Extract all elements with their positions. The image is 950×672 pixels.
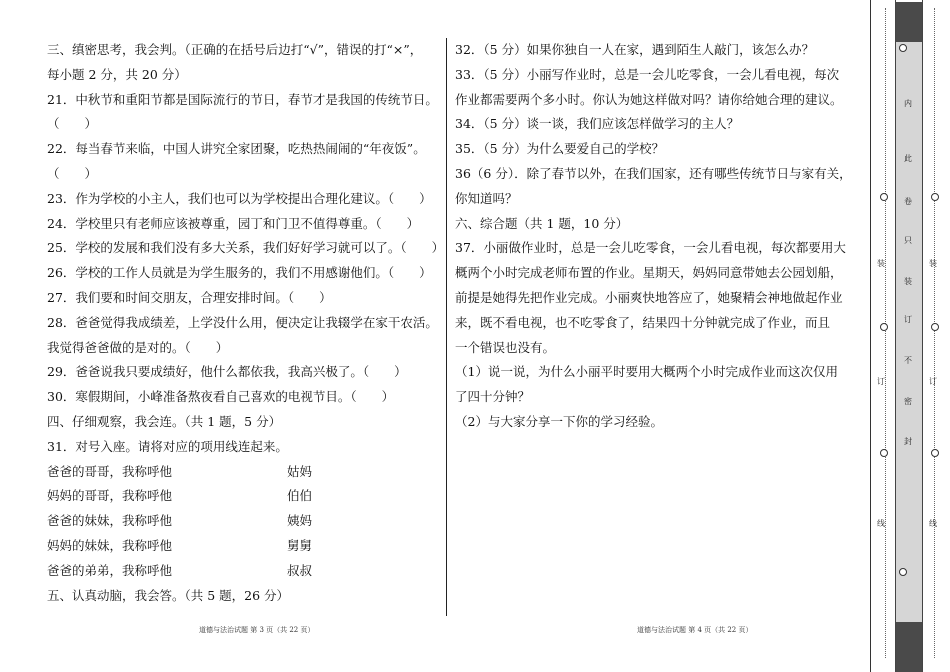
binding-band-bottom (895, 622, 922, 672)
matching-row (47, 534, 442, 559)
footer-page-3: 道德与法治试题 第 3 页（共 22 页） (199, 626, 315, 634)
question-37-line-4: 来，既不看电视，也不吃零食了，结果四十分钟就完成了作业，而且 (455, 314, 831, 330)
question-25: 25．学校的发展和我们没有多大关系，我们好好学习就可以了。（ ） (47, 240, 445, 256)
footer-page-4: 道德与法治试题 第 4 页（共 22 页） (637, 626, 753, 634)
question-37: 37．小丽做作业时，总是一会儿吃零食，一会儿看电视，每次都要用大 (455, 240, 846, 256)
question-33-cont: 作业都需要两个多小时。你认为她这样做对吗？请你给她合理的建议。 (455, 91, 843, 107)
binding-band-top (895, 2, 922, 42)
question-32: 32．（5 分）如果你独自一人在家，遇到陌生人敲门，该怎么办？ (455, 42, 815, 57)
binding-char: 装 (929, 259, 937, 268)
binding-hole (899, 44, 907, 52)
binding-char: 只 (904, 236, 912, 245)
binding-band-edge-right (922, 0, 923, 672)
question-35: 35．（5 分）为什么要爱自己的学校？ (455, 141, 665, 157)
question-26: 26．学校的工作人员就是为学生服务的，我们不用感谢他们。（ ） (47, 265, 432, 281)
binding-dotted-line-left (885, 8, 886, 658)
binding-hole (931, 449, 939, 457)
matching-row (47, 559, 442, 584)
section-5-title: 五、认真动脑，我会答。（共 5 题，26 分） (47, 587, 290, 603)
question-22-answer: （ ） (47, 165, 98, 181)
question-37-sub-2: （2）与大家分享一下你的学习经验。 (455, 413, 663, 429)
question-37-line-3: 前提是她得先把作业完成。小丽爽快地答应了，她聚精会神地做起作业 (455, 289, 843, 305)
binding-hole (899, 568, 907, 576)
matching-row (47, 460, 442, 485)
section-6-title: 六、综合题（共 1 题，10 分） (455, 215, 629, 231)
right-column (455, 38, 851, 435)
question-24: 24．学校里只有老师应该被尊重，园丁和门卫不值得尊重。（ ） (47, 215, 420, 231)
binding-dotted-line-right (934, 8, 935, 658)
section-3-scoring: 每小题 2 分，共 20 分） (47, 66, 187, 82)
binding-hole (880, 193, 888, 201)
matching-right: 姑妈 (287, 463, 313, 479)
matching-left: 爸爸的弟弟，我称呼他 (47, 562, 173, 578)
matching-left: 妈妈的妹妹，我称呼他 (47, 537, 173, 553)
binding-hole (880, 323, 888, 331)
column-divider (446, 38, 447, 616)
binding-char: 不 (904, 356, 912, 365)
binding-hole (880, 449, 888, 457)
matching-left: 妈妈的哥哥，我称呼他 (47, 488, 173, 504)
binding-char: 内 (904, 99, 912, 108)
question-36: 36（6 分）．除了春节以外，在我们国家，还有哪些传统节日与家有关， (455, 165, 852, 181)
question-37-line-2: 概两个小时完成老师布置的作业。星期天，妈妈同意带她去公园划船， (455, 265, 843, 281)
question-34: 34．（5 分）谈一谈，我们应该怎样做学习的主人？ (455, 116, 740, 132)
matching-row (47, 509, 442, 534)
matching-right: 伯伯 (287, 488, 313, 504)
matching-right: 叔叔 (287, 562, 313, 578)
question-33: 33．（5 分）小丽写作业时，总是一会儿吃零食，一会儿看电视，每次 (455, 66, 840, 82)
binding-char: 线 (929, 519, 937, 528)
question-28: 28．爸爸觉得我成绩差，上学没什么用，便决定让我辍学在家干农活。 (47, 314, 438, 330)
binding-char: 封 (904, 437, 912, 446)
question-37-sub-1-cont: 了四十分钟？ (455, 389, 531, 405)
binding-char: 卷 (904, 197, 912, 206)
binding-char: 订 (877, 377, 885, 386)
question-37-line-5: 一个错误也没有。 (455, 339, 556, 355)
binding-char: 订 (904, 315, 912, 324)
question-21-answer: （ ） (47, 116, 98, 132)
binding-char: 此 (904, 154, 912, 163)
binding-char: 装 (904, 277, 912, 286)
binding-hole (931, 323, 939, 331)
binding-band (895, 42, 922, 622)
binding-char: 装 (877, 259, 885, 268)
section-4-title: 四、仔细观察，我会连。（共 1 题，5 分） (47, 413, 282, 429)
question-21: 21．中秋节和重阳节都是国际流行的节日，春节才是我国的传统节日。 (47, 91, 438, 107)
matching-left: 爸爸的妹妹，我称呼他 (47, 513, 173, 529)
matching-row (47, 484, 442, 509)
question-28-cont: 我觉得爸爸做的是对的。（ ） (47, 339, 229, 355)
question-30: 30．寒假期间，小峰准备熬夜看自己喜欢的电视节目。（ ） (47, 389, 395, 405)
left-column (47, 38, 445, 608)
question-29: 29．爸爸说我只要成绩好，他什么都依我，我高兴极了。（ ） (47, 364, 407, 380)
matching-left: 爸爸的哥哥，我称呼他 (47, 463, 173, 479)
question-37-sub-1: （1）说一说，为什么小丽平时要用大概两个小时完成作业而这次仅用 (455, 364, 838, 380)
matching-right: 舅舅 (287, 537, 313, 553)
binding-char: 密 (904, 397, 912, 406)
section-3-title: 三、缜密思考，我会判。（正确的在括号后边打“√”，错误的打“×”， (47, 42, 423, 57)
binding-band-edge-left (895, 0, 896, 672)
question-23: 23．作为学校的小主人，我们也可以为学校提出合理化建议。（ ） (47, 190, 432, 206)
binding-hole (931, 193, 939, 201)
question-31: 31．对号入座。请将对应的项用线连起来。 (47, 438, 288, 454)
question-36-cont: 你知道吗？ (455, 190, 518, 206)
binding-char: 线 (877, 519, 885, 528)
binding-char: 订 (929, 377, 937, 386)
question-27: 27．我们要和时间交朋友，合理安排时间。（ ） (47, 289, 332, 305)
question-22: 22．每当春节来临，中国人讲究全家团聚，吃热热闹闹的“年夜饭”。 (47, 141, 426, 157)
matching-right: 姨妈 (287, 513, 313, 529)
